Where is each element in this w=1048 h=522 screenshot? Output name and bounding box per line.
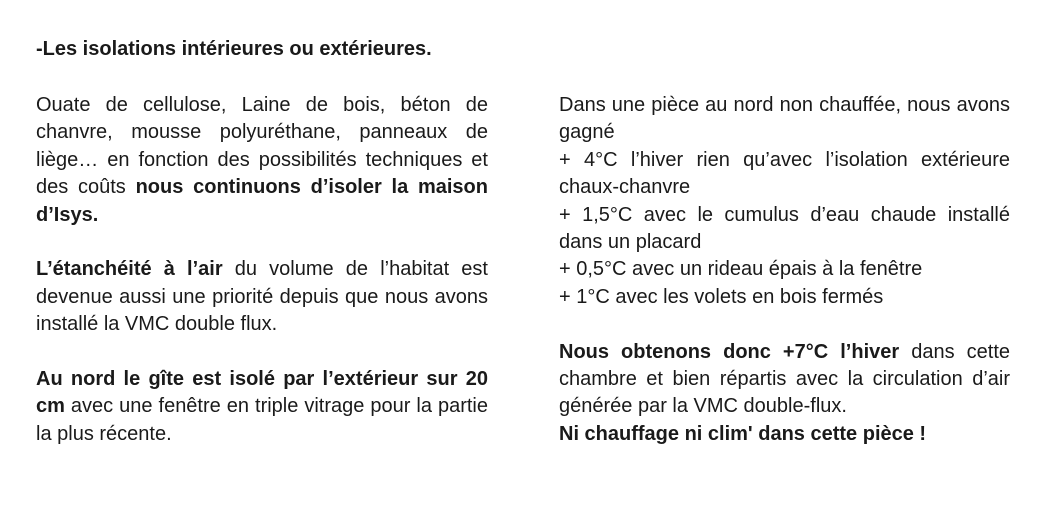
insulation-materials-paragraph xyxy=(36,92,488,229)
airtightness-paragraph xyxy=(36,256,488,338)
gains-intro: Dans une pièce au nord non chauffée, nous avons gagné xyxy=(559,94,1010,144)
right-column xyxy=(559,92,1010,448)
result-text: dans cette chambre et bien répartis avec la circulation d’air générée par la VMC double-flux. xyxy=(559,340,1010,418)
paragraph-spacer xyxy=(559,311,1010,338)
north-gite-paragraph xyxy=(36,366,488,448)
gain-item: + 1°C avec les volets en bois fermés xyxy=(559,285,884,308)
gains-paragraph xyxy=(559,92,1010,311)
gain-item: + 4°C l’hiver rien qu’avec l’isolation extérieure chaux-chanvre xyxy=(559,148,1010,199)
gain-item: + 1,5°C avec le cumulus d’eau chaude installé dans un placard xyxy=(559,203,1010,254)
section-heading: -Les isolations intérieures ou extérieures. xyxy=(36,38,432,60)
result-paragraph xyxy=(559,339,1010,421)
closing-statement: Ni chauffage ni clim' dans cette pièce ! xyxy=(559,422,927,445)
airtightness-bold-text: L’étanchéité à l’air xyxy=(36,258,223,281)
gain-item: + 0,5°C avec un rideau épais à la fenêtre xyxy=(559,258,923,281)
airtightness-text: du volume de l’habitat est devenue aussi une priorité depuis que nous avons installé la VMC double flux. xyxy=(36,258,488,336)
north-gite-text: avec une fenêtre en triple vitrage pour la partie la plus récente. xyxy=(36,395,488,445)
north-gite-bold-text: Au nord le gîte est isolé par l’extérieur sur 20 cm xyxy=(36,368,488,418)
materials-text: Ouate de cellulose, Laine de bois, béton de chanvre, mousse polyuréthane, panneaux de liège… en fonction des possibilités techniques et des coûts xyxy=(36,94,488,199)
materials-bold-text: nous continuons d’isoler la maison d’Isys. xyxy=(36,176,488,226)
left-column xyxy=(36,92,488,448)
result-bold-text: Nous obtenons donc +7°C l’hiver xyxy=(559,340,900,363)
